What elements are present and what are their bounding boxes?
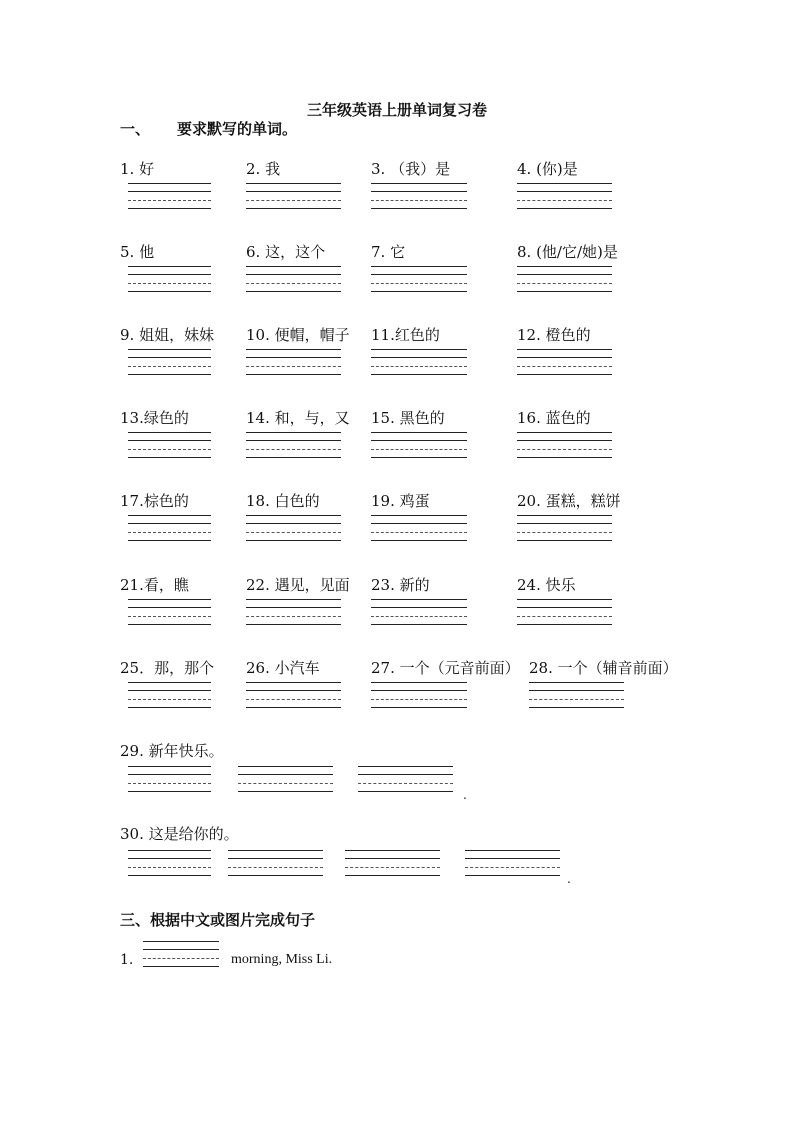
period-mark: . (463, 788, 467, 802)
word-item-1: 1. 好 (120, 160, 155, 178)
word-item-13: 13.绿色的 (120, 409, 189, 427)
word-item-7: 7. 它 (371, 243, 406, 261)
word-item-23: 23. 新的 (371, 576, 430, 594)
word-item-24: 24. 快乐 (517, 576, 576, 594)
word-item-10: 10. 便帽，帽子 (246, 326, 350, 344)
worksheet-title: 三年级英语上册单词复习卷 (306, 101, 487, 119)
word-item-3: 3. （我）是 (371, 160, 451, 178)
period-mark: . (567, 872, 571, 886)
word-item-4: 4. (你)是 (517, 160, 578, 178)
word-item-26: 26. 小汽车 (246, 659, 320, 677)
section-1-label: 要求默写的单词。 (177, 120, 298, 138)
word-item-11: 11.红色的 (371, 326, 440, 344)
word-item-12: 12. 橙色的 (517, 326, 591, 344)
sentence-number: 1. (120, 952, 134, 968)
word-item-22: 22. 遇见，见面 (246, 576, 350, 594)
word-item-15: 15. 黑色的 (371, 409, 445, 427)
section-1-number: 一、 (120, 120, 151, 138)
word-item-27: 27. 一个（元音前面） (371, 659, 520, 677)
word-item-20: 20. 蛋糕，糕饼 (517, 492, 621, 510)
word-item-5: 5. 他 (120, 243, 155, 261)
word-item-19: 19. 鸡蛋 (371, 492, 430, 510)
word-item-16: 16. 蓝色的 (517, 409, 591, 427)
word-item-9: 9. 姐姐，妹妹 (120, 326, 215, 344)
section-3-heading: 三、根据中文或图片完成句子 (120, 911, 316, 929)
word-item-28: 28. 一个（辅音前面） (529, 659, 678, 677)
sentence-text: morning, Miss Li. (231, 952, 333, 967)
word-item-25: 25．那，那个 (120, 659, 215, 677)
word-item-6: 6. 这，这个 (246, 243, 326, 261)
word-item-29: 29. 新年快乐。 (120, 742, 224, 760)
word-item-21: 21.看，瞧 (120, 576, 189, 594)
word-item-8: 8. (他/它/她)是 (517, 243, 618, 261)
word-item-2: 2. 我 (246, 160, 281, 178)
word-item-18: 18. 白色的 (246, 492, 320, 510)
word-item-14: 14. 和，与，又 (246, 409, 350, 427)
section-1-heading (120, 118, 297, 139)
word-item-30: 30. 这是给你的。 (120, 825, 239, 843)
word-item-17: 17.棕色的 (120, 492, 189, 510)
